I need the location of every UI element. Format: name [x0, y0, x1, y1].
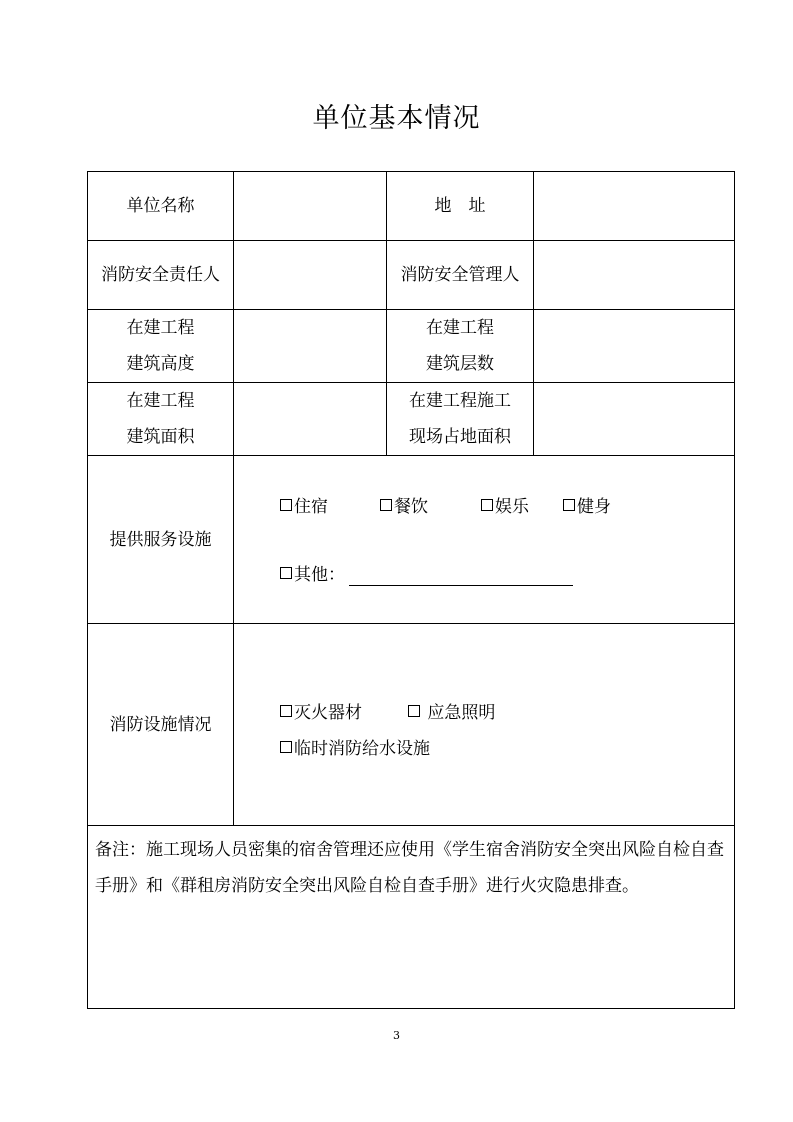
extinguishers-checkbox[interactable]: [280, 705, 292, 717]
services-label: 提供服务设施: [88, 456, 234, 624]
fitness-label: 健身: [577, 497, 611, 517]
lodging-checkbox[interactable]: [280, 499, 292, 511]
building-area-field[interactable]: [234, 383, 387, 456]
unit-info-table: [87, 171, 735, 1009]
building-floors-label-line2: 建筑层数: [426, 354, 494, 374]
fire-safety-responsible-field[interactable]: [234, 241, 387, 310]
lodging-label: 住宿: [294, 497, 328, 517]
other-blank-line[interactable]: [349, 563, 573, 586]
entertainment-checkbox[interactable]: [481, 499, 493, 511]
building-height-label-line1: 在建工程: [126, 318, 195, 338]
site-area-label-line1: 在建工程施工: [409, 391, 511, 411]
unit-name-label: 单位名称: [88, 172, 234, 241]
other-label: 其他：: [294, 565, 345, 585]
site-area-label: [387, 383, 534, 456]
building-floors-label: [387, 310, 534, 383]
extinguishers-label: 灭火器材: [294, 703, 362, 723]
facility-option-emergency-lighting[interactable]: [408, 698, 495, 723]
building-height-label: [88, 310, 234, 383]
facilities-label: 消防设施情况: [88, 624, 234, 826]
service-option-catering[interactable]: [380, 492, 481, 517]
entertainment-label: 娱乐: [495, 497, 529, 517]
building-area-label-line1: 在建工程: [126, 391, 195, 411]
building-floors-label-line1: 在建工程: [426, 318, 494, 338]
building-area-label-line2: 建筑面积: [126, 427, 195, 447]
building-area-label: [88, 383, 234, 456]
service-option-lodging[interactable]: [280, 492, 380, 517]
emergency-lighting-checkbox[interactable]: [408, 705, 420, 717]
unit-name-field[interactable]: [234, 172, 387, 241]
service-option-fitness[interactable]: [563, 492, 611, 517]
water-supply-label: 临时消防给水设施: [294, 739, 430, 759]
building-height-label-line2: 建筑高度: [126, 354, 195, 374]
facility-option-extinguishers[interactable]: [280, 698, 408, 723]
service-option-entertainment[interactable]: [481, 492, 563, 517]
building-floors-field[interactable]: [534, 310, 735, 383]
page-number: 3: [393, 1029, 400, 1042]
building-height-field[interactable]: [234, 310, 387, 383]
service-option-other[interactable]: [280, 560, 573, 585]
facility-option-water-supply[interactable]: [280, 734, 430, 759]
catering-label: 餐饮: [394, 497, 428, 517]
facilities-options: [234, 624, 735, 826]
page-title: 单位基本情况: [312, 103, 481, 134]
site-area-label-line2: 现场占地面积: [409, 427, 511, 447]
emergency-lighting-label: 应急照明: [422, 703, 496, 723]
fire-safety-responsible-label: 消防安全责任人: [88, 241, 234, 310]
site-area-field[interactable]: [534, 383, 735, 456]
catering-checkbox[interactable]: [380, 499, 392, 511]
address-field[interactable]: [534, 172, 735, 241]
fitness-checkbox[interactable]: [563, 499, 575, 511]
water-supply-checkbox[interactable]: [280, 741, 292, 753]
other-checkbox[interactable]: [280, 567, 292, 579]
fire-safety-manager-label: 消防安全管理人: [387, 241, 534, 310]
fire-safety-manager-field[interactable]: [534, 241, 735, 310]
services-options: [234, 456, 735, 624]
remarks-note: 备注：施工现场人员密集的宿舍管理还应使用《学生宿舍消防安全突出风险自检自查手册》和《群租房消防安全突出风险自检自查手册》进行火灾隐患排查。: [88, 826, 735, 1009]
address-label: 地 址: [387, 172, 534, 241]
